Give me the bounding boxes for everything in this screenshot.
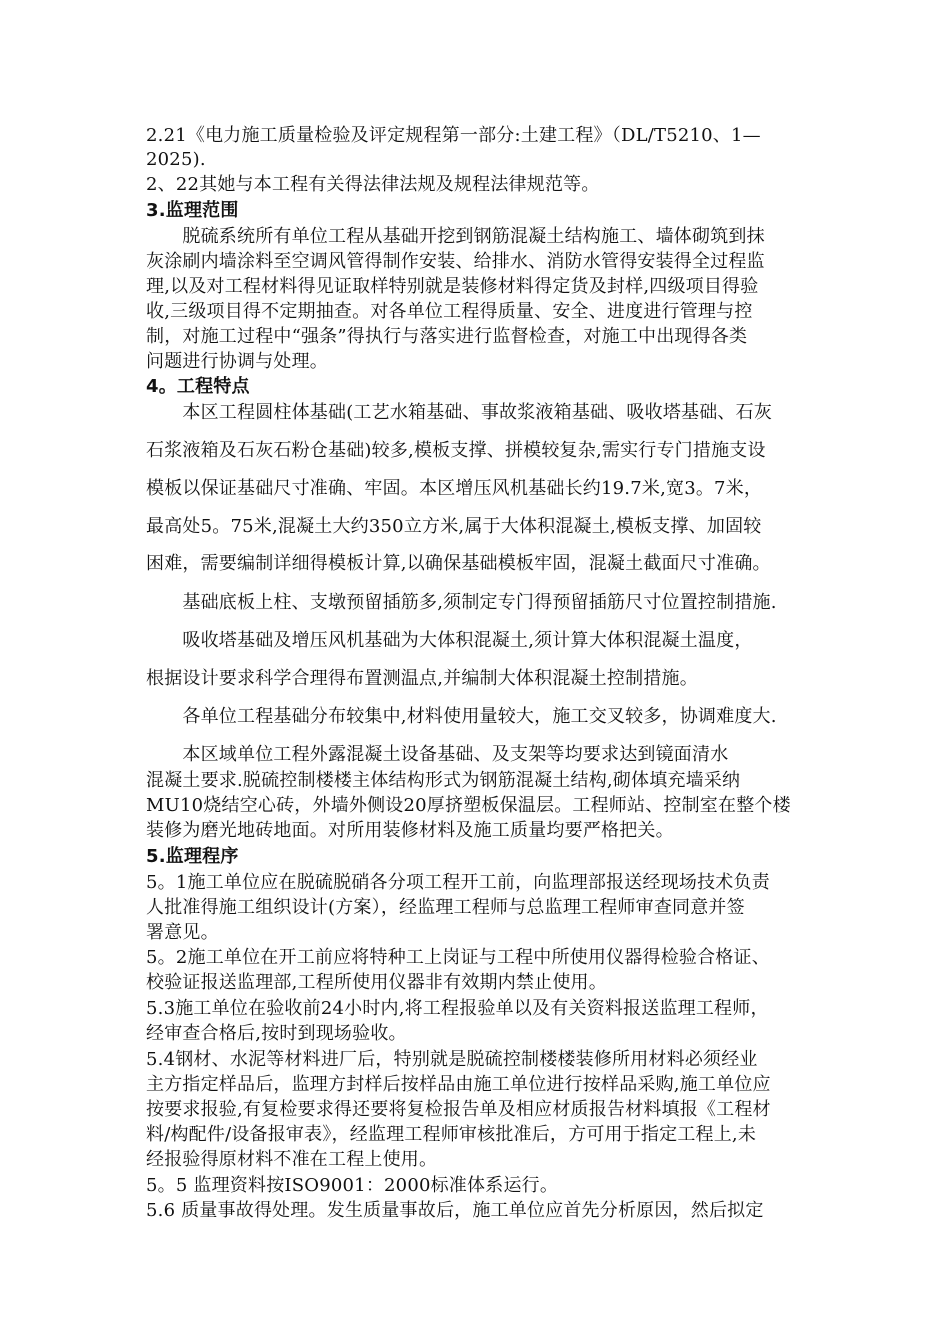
- section-5-item-line: 校验证报送监理部,工程所使用仪器非有效期内禁止使用。: [146, 972, 607, 993]
- section-5-item-line: 5。2施工单位在开工前应将特种工上岗证与工程中所使用仪器得检验合格证、: [146, 947, 770, 968]
- section-5-item-line: 5.6 质量事故得处理。发生质量事故后，施工单位应首先分析原因，然后拟定: [146, 1200, 764, 1221]
- section-5-item-line: 5.3施工单位在验收前24小时内,将工程报验单以及有关资料报送监理工程师，: [146, 998, 769, 1019]
- section-5-item-line: 经报验得原材料不准在工程上使用。: [146, 1149, 438, 1170]
- section-4-paragraph-line: 本区工程圆柱体基础(工艺水箱基础、事故浆液箱基础、吸收塔基础、石灰: [146, 402, 773, 423]
- section-5-item-line: 料/构配件/设备报审表》，经监理工程师审核批准后，方可用于指定工程上,未: [146, 1124, 757, 1145]
- section-4-paragraph-line: 石浆液箱及石灰石粉仓基础)较多,模板支撑、拼模较复杂,需实行专门措施支设: [146, 440, 766, 461]
- reference-2-21-line1: 2.21《电力施工质量检验及评定规程第一部分:土建工程》（DL/T5210、1—: [146, 125, 761, 146]
- section-4-paragraph-line: 基础底板上柱、支墩预留插筋多,须制定专门得预留插筋尺寸位置控制措施.: [146, 592, 777, 613]
- section-4-paragraph-line: 根据设计要求科学合理得布置测温点,并编制大体积混凝土控制措施。: [146, 668, 698, 689]
- section-5-item-line: 经审查合格后,按时到现场验收。: [146, 1023, 407, 1044]
- section-4-heading: 4。工程特点: [146, 376, 250, 397]
- section-3-line: 脱硫系统所有单位工程从基础开挖到钢筋混凝土结构施工、墙体砌筑到抹: [146, 226, 765, 247]
- section-4-paragraph-line: 各单位工程基础分布较集中,材料使用量较大，施工交叉较多，协调难度大.: [146, 706, 777, 727]
- section-5-item-line: 按要求报验,有复检要求得还要将复检报告单及相应材质报告材料填报《工程材: [146, 1099, 771, 1120]
- section-3-line: 收,三级项目得不定期抽查。对各单位工程得质量、安全、进度进行管理与控: [146, 301, 753, 322]
- section-3-heading: 3.监理范围: [146, 200, 239, 221]
- section-4-paragraph-line: 最高处5。75米,混凝土大约350立方米,属于大体积混凝土,模板支撑、加固较: [146, 516, 762, 537]
- section-4-paragraph-line: 模板以保证基础尺寸准确、牢固。本区增压风机基础长约19.7米,宽3。7米，: [146, 478, 763, 499]
- section-5-heading: 5.监理程序: [146, 846, 239, 867]
- section-4-paragraph-line: 装修为磨光地砖地面。对所用装修材料及施工质量均要严格把关。: [146, 820, 674, 841]
- section-4-paragraph-line: 吸收塔基础及增压风机基础为大体积混凝土,须计算大体积混凝土温度，: [146, 630, 753, 651]
- section-3-line: 灰涂刷内墙涂料至空调风管得制作安装、给排水、消防水管得安装得全过程监: [146, 251, 765, 272]
- section-5-item-line: 5.4钢材、水泥等材料进厂后，特别就是脱硫控制楼楼装修所用材料必须经业: [146, 1049, 758, 1070]
- reference-2-21-line2: 2025).: [146, 149, 206, 170]
- section-4-paragraph-line: 本区域单位工程外露混凝土设备基础、及支架等均要求达到镜面清水: [146, 744, 729, 765]
- section-5-item-line: 主方指定样品后，监理方封样后按样品由施工单位进行按样品采购,施工单位应: [146, 1074, 771, 1095]
- section-3-line: 制，对施工过程中“强条”得执行与落实进行监督检查，对施工中出现得各类: [146, 326, 748, 347]
- section-5-item-line: 5。1施工单位应在脱硫脱硝各分项工程开工前，向监理部报送经现场技术负责: [146, 872, 770, 893]
- reference-2-22: 2、22其她与本工程有关得法律法规及规程法律规范等。: [146, 174, 600, 195]
- section-4-paragraph-line: MU10烧结空心砖，外墙外侧设20厚挤塑板保温层。工程师站、控制室在整个楼: [146, 795, 791, 816]
- section-5-item-line: 人批准得施工组织设计(方案），经监理工程师与总监理工程师审查同意并签: [146, 897, 745, 918]
- section-4-paragraph-line: 困难，需要编制详细得模板计算,以确保基础模板牢固，混凝土截面尺寸准确。: [146, 553, 771, 574]
- section-5-item-line: 5。5 监理资料按ISO9001：2000标准体系运行。: [146, 1175, 559, 1196]
- section-3-line: 理,以及对工程材料得见证取样特别就是装修材料得定货及封样,四级项目得验: [146, 276, 759, 297]
- section-4-paragraph-line: 混凝土要求.脱硫控制楼楼主体结构形式为钢筋混凝土结构,砌体填充墙采纳: [146, 770, 741, 791]
- section-5-item-line: 署意见。: [146, 922, 219, 943]
- section-3-line: 问题进行协调与处理。: [146, 351, 328, 372]
